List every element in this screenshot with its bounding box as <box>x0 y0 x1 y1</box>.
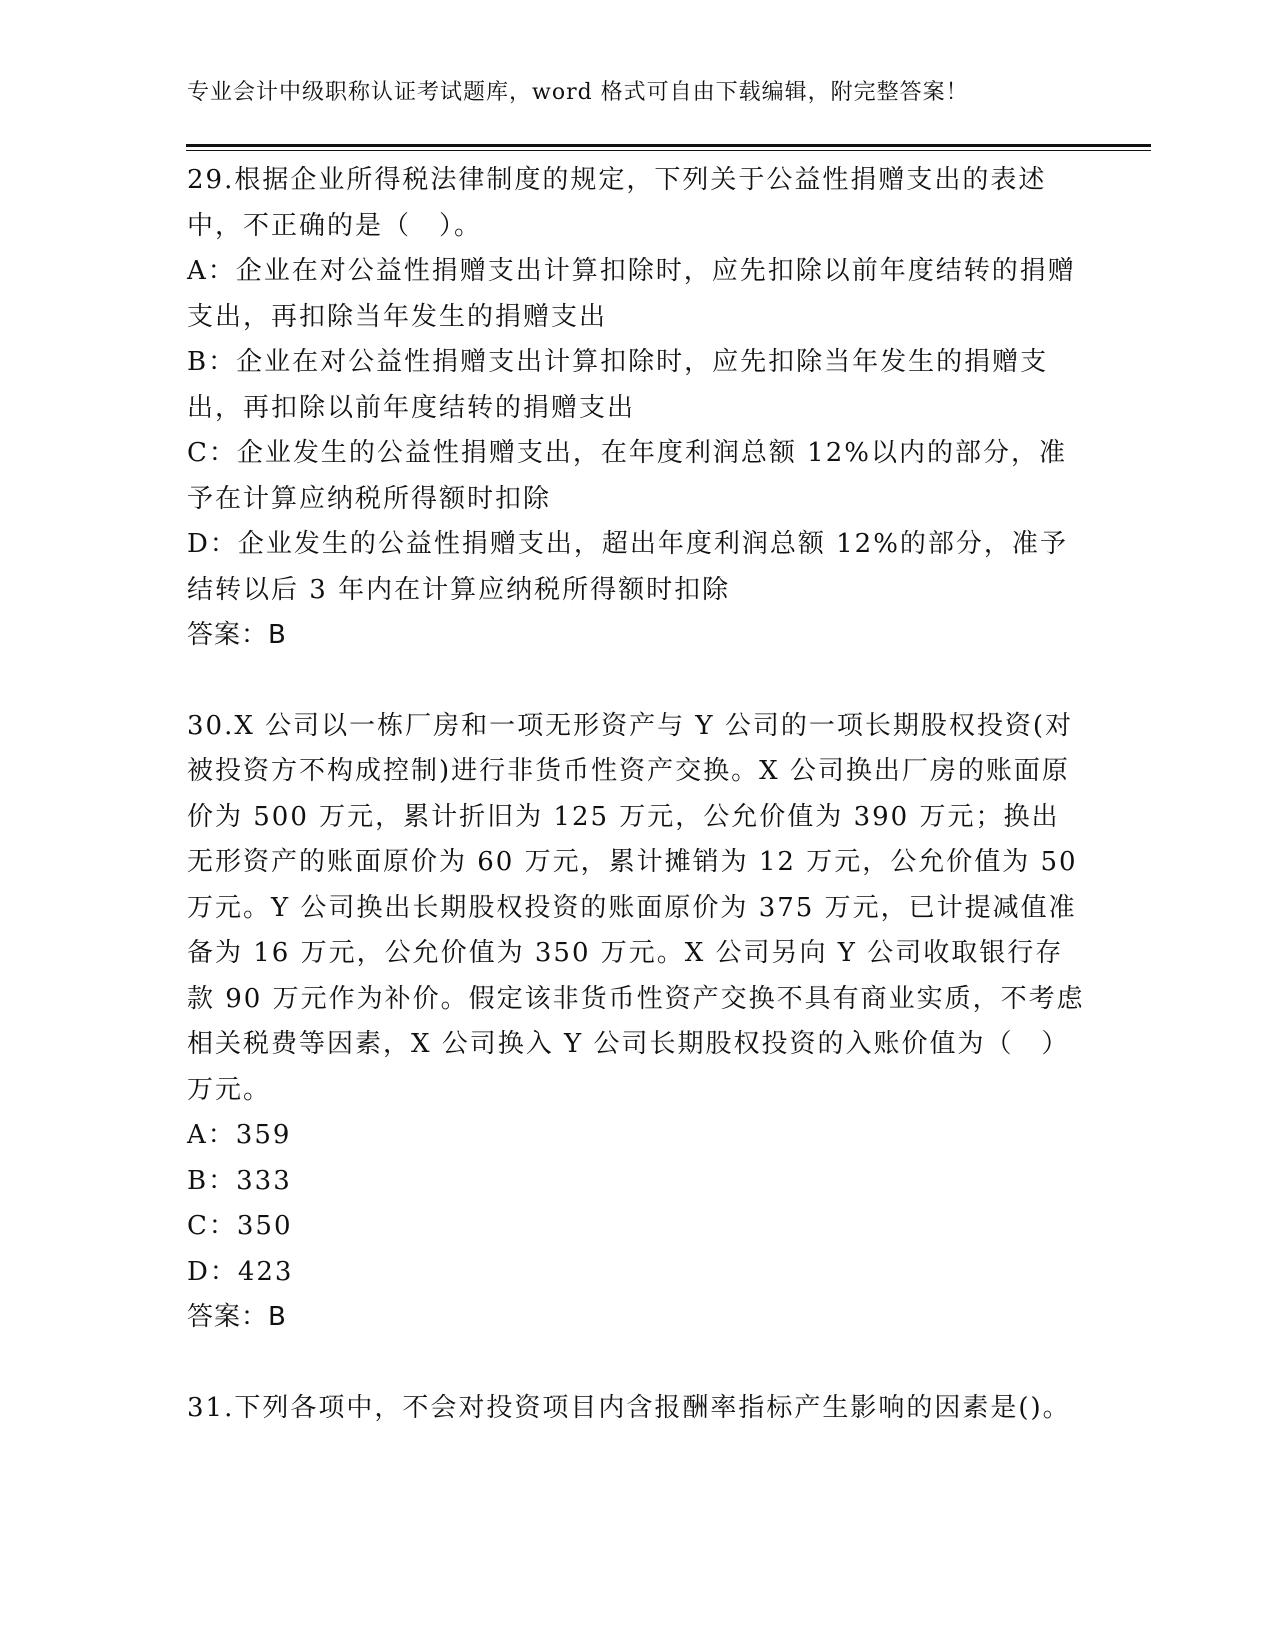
option-b: B：企业在对公益性捐赠支出计算扣除时，应先扣除当年发生的捐赠支出，再扣除以前年度结转的捐赠支出 <box>187 347 1049 423</box>
header-rule-thin <box>186 150 1151 151</box>
option-a: A：359 <box>187 1120 292 1150</box>
question-31 <box>187 1386 1087 1432</box>
question-stem: 31.下列各项中，不会对投资项目内含报酬率指标产生影响的因素是()。 <box>187 1392 1071 1423</box>
answer: 答案：B <box>187 620 287 650</box>
header-rule-thick <box>186 144 1151 147</box>
question-29 <box>187 158 1087 659</box>
option-a: A：企业在对公益性捐赠支出计算扣除时，应先扣除以前年度结转的捐赠支出，再扣除当年发生的捐赠支出 <box>187 256 1076 332</box>
question-spacer <box>187 1341 1087 1386</box>
option-c: C：350 <box>187 1211 293 1241</box>
document-body <box>187 158 1087 1431</box>
option-b: B：333 <box>187 1165 292 1196</box>
question-spacer <box>187 659 1087 704</box>
option-d: D：423 <box>187 1256 294 1287</box>
question-30 <box>187 704 1087 1341</box>
question-stem: 30.X 公司以一栋厂房和一项无形资产与 Y 公司的一项长期股权投资(对被投资方不构成控制)进行非货币性资产交换。X 公司换出厂房的账面原价为 500 万元，累计折旧为 125 万元，公允价值为 390 万元；换出无形资产的账面原价为 60 万元，累计摊销为 12 万元，公允价值为 50 万元。Y 公司换出长期股权投资的账面原价为 375 万元，已计提减值准备为 16 万元，公允价值为 350 万元。X 公司另向 Y 公司收取银行存款 90 万元作为补价。假定该非货币性资产交换不具有商业实质，不考虑相关税费等因素，X 公司换入 Y 公司长期股权投资的入账价值为（ ）万元。 <box>187 710 1085 1105</box>
answer: 答案：B <box>187 1302 287 1332</box>
question-stem: 29.根据企业所得税法律制度的规定，下列关于公益性捐赠支出的表述中，不正确的是（ ）。 <box>187 165 1047 241</box>
option-d: D：企业发生的公益性捐赠支出，超出年度利润总额 12%的部分，准予结转以后 3 年内在计算应纳税所得额时扣除 <box>187 529 1068 605</box>
page-header: 专业会计中级职称认证考试题库，word 格式可自由下载编辑，附完整答案！ <box>187 80 969 105</box>
option-c: C：企业发生的公益性捐赠支出，在年度利润总额 12%以内的部分，准予在计算应纳税所得额时扣除 <box>187 438 1067 514</box>
